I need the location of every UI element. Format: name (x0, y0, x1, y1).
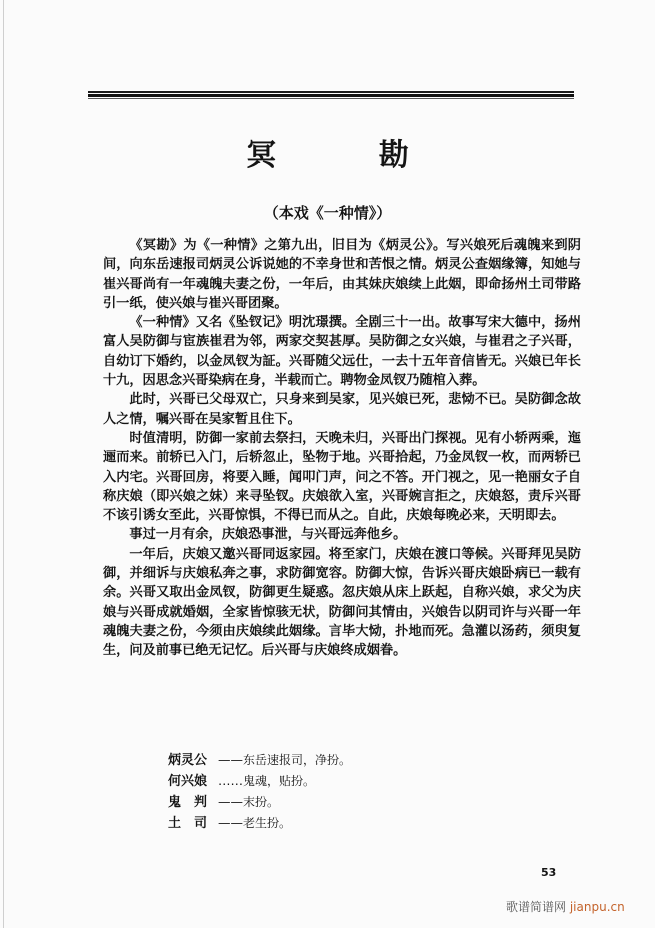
cast-role: 鬼 判 (168, 795, 208, 810)
paragraph: 《一种情》又名《坠钗记》明沈璟撰。全剧三十一出。故事写宋大德中，扬州富人吴防御与宦族崔君为邻，两家交契甚厚。吴防御之女兴娘，与崔君之子兴哥，自幼订下婚约，以金凤钗为証。兴哥随父远仕，一去十五年音信皆无。兴娘已年长十九，因思念兴哥染病在身，半载而亡。聘物金凤钗乃随棺入葬。 (103, 315, 581, 389)
header-rule (88, 89, 574, 99)
cast-dash: …… (218, 773, 243, 788)
cast-list (168, 750, 468, 834)
paragraph: 《冥勘》为《一种情》之第九出，旧目为《炳灵公》。写兴娘死后魂魄来到阴间，向东岳速报司炳灵公诉说她的不幸身世和苦恨之情。炳灵公查姻缘簿，知她与崔兴哥尚有一年魂魄夫妻之份，一年后，由其妹庆娘续上此姻，即命扬州土司带路引一纸，使兴娘与崔兴哥团聚。 (103, 238, 581, 311)
watermark-site-name: 歌谱简谱网 (506, 900, 567, 914)
cast-role: 何兴娘 (168, 774, 208, 789)
rule-line (88, 98, 574, 99)
page-title: 冥 勘 (246, 138, 455, 173)
cast-item (168, 771, 468, 792)
rule-line (88, 91, 574, 93)
paragraph: 事过一月有余，庆娘恐事泄，与兴哥远奔他乡。 (129, 527, 407, 543)
watermark (506, 898, 625, 915)
cast-dash: —— (218, 815, 243, 830)
cast-description: 鬼魂，贴扮。 (243, 774, 316, 788)
paragraph: 一年后，庆娘又邀兴哥同返家园。将至家门，庆娘在渡口等候。兴哥拜见吴防御，并细诉与庆娘私奔之事，求防御宽容。防御大惊，告诉兴哥庆娘卧病已一载有余。兴哥又取出金凤钗，防御更生疑惑。忽庆娘从床上跃起，自称兴娘，求父为庆娘与兴哥成就婚姻，全家皆惊骇无状，防御问其情由，兴娘告以阴司许与兴哥一年魂魄夫妻之份，今须由庆娘续此姻缘。言毕大恸，扑地而死。急灌以汤药，须臾复生，问及前事已绝无记忆。后兴哥与庆娘终成姻眷。 (103, 546, 581, 659)
body-text (103, 236, 581, 661)
cast-dash: —— (218, 794, 243, 809)
cast-role: 炳灵公 (168, 753, 208, 768)
rule-line (88, 94, 574, 97)
cast-description: 末扮。 (243, 795, 280, 809)
watermark-url: jianpu.cn (569, 900, 625, 914)
paragraph: 时值清明，防御一家前去祭扫，天晚未归，兴哥出门探视。见有小轿两乘，迤逦而来。前轿已入门，后轿忽止，坠物于地。兴哥拾起，乃金凤钗一枚，而两轿已入内宅。兴哥回房，将要入睡，闻叩门声，问之不答。开门视之，见一艳丽女子自称庆娘（即兴娘之妹）来寻坠钗。庆娘欲入室，兴哥婉言拒之，庆娘怒，责斥兴哥不该引诱女至此，兴哥惊惧，不得已而从之。自此，庆娘每晚必来，天明即去。 (103, 430, 581, 524)
cast-dash: —— (218, 752, 243, 767)
page-number: 53 (541, 866, 557, 879)
cast-description: 东岳速报司，净扮。 (243, 753, 352, 767)
paragraph: 此时，兴哥已父母双亡，只身来到吴家，见兴娘已死，悲恸不已。吴防御念故人之情，嘱兴哥在吴家暂且住下。 (103, 392, 581, 427)
page-subtitle: （本戏《一种情》） (263, 204, 392, 222)
cast-role: 土 司 (168, 816, 208, 831)
cast-description: 老生扮。 (243, 816, 292, 830)
cast-item (168, 792, 468, 813)
cast-item (168, 750, 468, 771)
cast-item (168, 813, 468, 834)
